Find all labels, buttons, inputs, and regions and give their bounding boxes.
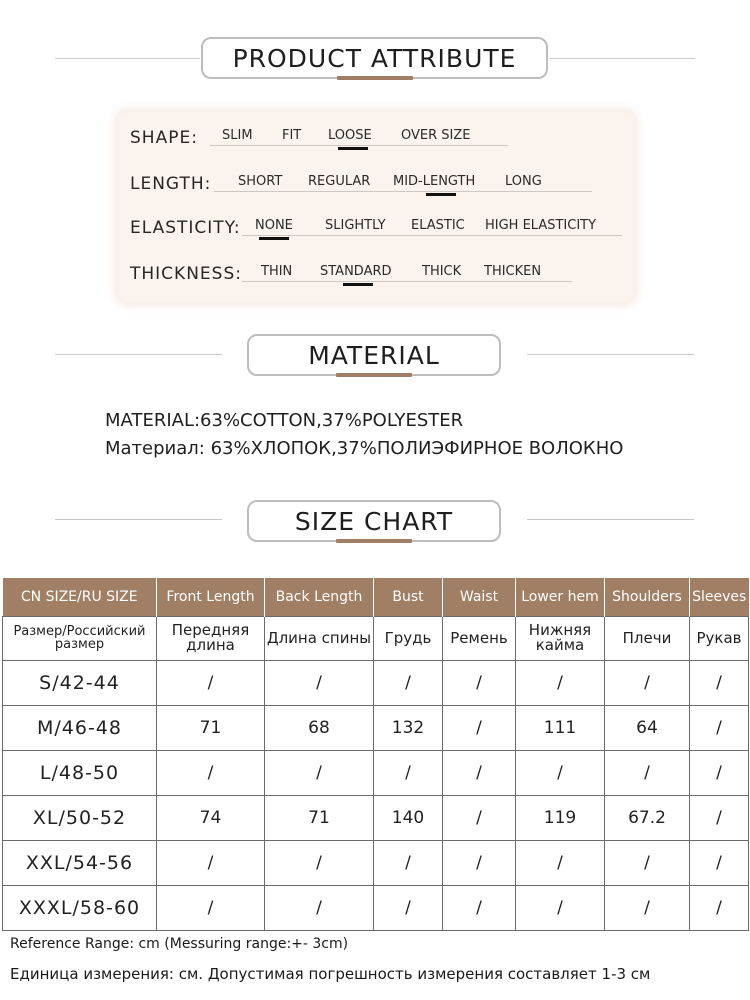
table-cell: / <box>374 885 443 930</box>
table-cell: / <box>443 795 516 840</box>
size-chart-title-text: SIZE CHART <box>294 506 454 536</box>
table-cell: / <box>265 840 374 885</box>
selected-marker <box>338 147 368 150</box>
column-header: Lower hem <box>516 578 605 616</box>
attribute-underline <box>214 191 592 192</box>
table-cell: / <box>605 885 690 930</box>
table-cell: / <box>443 750 516 795</box>
table-header-row-ru <box>3 616 749 660</box>
column-header-ru: Рукав <box>690 616 749 660</box>
table-cell: / <box>374 750 443 795</box>
measurement-note-ru: Единица измерения: см. Допустимая погрешность измерения составляет 1-3 см <box>10 965 651 983</box>
title-underline-bar <box>336 373 412 377</box>
attribute-option: THICK <box>422 264 462 279</box>
table-cell: / <box>374 840 443 885</box>
divider-left <box>55 519 222 520</box>
reference-range-note: Reference Range: cm (Messuring range:+- 3cm) <box>10 936 349 952</box>
size-cell: M/46-48 <box>3 705 157 750</box>
attribute-option-selected: LOOSE <box>328 128 372 143</box>
table-cell: 71 <box>157 705 265 750</box>
table-cell: / <box>690 660 749 705</box>
table-cell: 64 <box>605 705 690 750</box>
table-row <box>3 840 749 885</box>
table-cell: 111 <box>516 705 605 750</box>
divider-left <box>55 354 222 355</box>
attribute-underline <box>242 235 622 236</box>
table-cell: 68 <box>265 705 374 750</box>
attribute-option: ELASTIC <box>411 218 465 233</box>
table-cell: / <box>265 885 374 930</box>
table-cell: 74 <box>157 795 265 840</box>
table-cell: / <box>516 660 605 705</box>
table-row <box>3 885 749 930</box>
table-row <box>3 660 749 705</box>
table-cell: / <box>443 840 516 885</box>
table-cell: 132 <box>374 705 443 750</box>
attribute-label: THICKNESS: <box>130 264 242 284</box>
column-header-ru: Ремень <box>443 616 516 660</box>
size-cell: S/42-44 <box>3 660 157 705</box>
attribute-option-selected: MID-LENGTH <box>393 174 476 189</box>
column-header-ru: Грудь <box>374 616 443 660</box>
table-cell: / <box>443 660 516 705</box>
table-cell: / <box>265 660 374 705</box>
table-cell: 67.2 <box>605 795 690 840</box>
table-cell: / <box>605 660 690 705</box>
attribute-label: ELASTICITY: <box>130 218 241 238</box>
column-header: Shoulders <box>605 578 690 616</box>
divider-right <box>527 519 694 520</box>
selected-marker <box>426 193 456 196</box>
size-cell: L/48-50 <box>3 750 157 795</box>
table-cell: / <box>443 705 516 750</box>
title-underline-bar <box>336 539 412 543</box>
product-attribute-title-text: PRODUCT ATTRIBUTE <box>232 43 517 73</box>
attribute-option: SHORT <box>238 174 283 189</box>
table-cell: / <box>374 660 443 705</box>
attribute-option: SLIGHTLY <box>325 218 386 233</box>
product-attribute-title <box>201 37 548 79</box>
size-chart-title <box>247 500 501 542</box>
column-header: CN SIZE/RU SIZE <box>3 578 157 616</box>
table-cell: / <box>690 705 749 750</box>
material-title <box>247 334 501 376</box>
table-row <box>3 795 749 840</box>
table-cell: / <box>605 750 690 795</box>
table-cell: / <box>690 840 749 885</box>
attribute-underline <box>210 145 508 146</box>
column-header-ru: Передняя длина <box>157 616 265 660</box>
table-cell: / <box>605 840 690 885</box>
size-cell: XXL/54-56 <box>3 840 157 885</box>
table-header-row <box>3 578 749 616</box>
attribute-option-selected: STANDARD <box>320 264 392 279</box>
table-cell: / <box>690 795 749 840</box>
attribute-row-thickness <box>130 256 630 290</box>
attribute-option-selected: NONE <box>255 218 293 233</box>
attribute-option: FIT <box>282 128 302 143</box>
table-cell: / <box>690 885 749 930</box>
table-row <box>3 705 749 750</box>
selected-marker <box>259 237 289 240</box>
attribute-row-length <box>130 166 630 200</box>
table-cell: / <box>516 750 605 795</box>
attribute-option: THIN <box>261 264 293 279</box>
table-row <box>3 750 749 795</box>
table-cell: / <box>157 840 265 885</box>
size-cell: XXXL/58-60 <box>3 885 157 930</box>
attribute-row-shape <box>130 120 630 154</box>
column-header: Front Length <box>157 578 265 616</box>
attribute-option: LONG <box>505 174 542 189</box>
table-cell: 140 <box>374 795 443 840</box>
table-cell: / <box>157 885 265 930</box>
table-cell: / <box>516 885 605 930</box>
column-header-ru: Плечи <box>605 616 690 660</box>
table-cell: / <box>265 750 374 795</box>
selected-marker <box>343 283 373 286</box>
material-text-ru: Материал: 63%ХЛОПОК,37%ПОЛИЭФИРНОЕ ВОЛОКНО <box>105 438 624 459</box>
column-header: Sleeves <box>690 578 749 616</box>
column-header-ru: Длина спины <box>265 616 374 660</box>
attribute-underline <box>242 281 572 282</box>
attribute-option: REGULAR <box>308 174 371 189</box>
attribute-panel <box>118 112 634 302</box>
material-title-text: MATERIAL <box>308 340 440 370</box>
column-header-ru: Нижняя кайма <box>516 616 605 660</box>
table-cell: 119 <box>516 795 605 840</box>
divider-right <box>527 354 694 355</box>
table-cell: / <box>443 885 516 930</box>
table-cell: / <box>157 750 265 795</box>
divider-left <box>55 58 200 59</box>
size-cell: XL/50-52 <box>3 795 157 840</box>
attribute-label: LENGTH: <box>130 174 212 194</box>
table-cell: / <box>690 750 749 795</box>
column-header: Waist <box>443 578 516 616</box>
column-header-ru: Размер/Российский размер <box>3 616 157 660</box>
column-header: Back Length <box>265 578 374 616</box>
attribute-option: OVER SIZE <box>401 128 471 143</box>
attribute-row-elasticity <box>130 210 630 244</box>
size-chart-table <box>2 578 749 931</box>
table-cell: / <box>157 660 265 705</box>
attribute-option: SLIM <box>222 128 253 143</box>
table-cell: / <box>516 840 605 885</box>
attribute-option: THICKEN <box>484 264 542 279</box>
attribute-option: HIGH ELASTICITY <box>485 218 597 233</box>
title-underline-bar <box>337 76 413 80</box>
column-header: Bust <box>374 578 443 616</box>
table-cell: 71 <box>265 795 374 840</box>
attribute-label: SHAPE: <box>130 128 198 148</box>
divider-right <box>550 58 695 59</box>
material-text-en: MATERIAL:63%COTTON,37%POLYESTER <box>105 410 464 431</box>
